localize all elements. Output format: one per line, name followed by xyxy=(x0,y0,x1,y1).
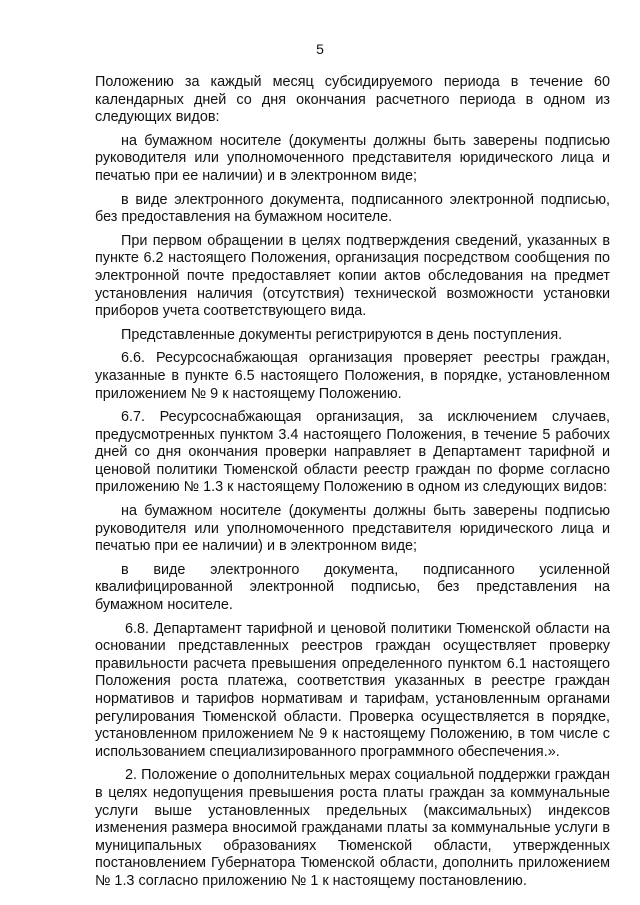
document-body xyxy=(95,74,610,897)
paragraph-paper-form: на бумажном носителе (документы должны быть заверены подписью руководителя или уполномоченного представителя юридического лица и печатью при ее наличии) и в электронном виде; xyxy=(95,132,610,184)
paragraph-paper-form-2: на бумажном носителе (документы должны быть заверены подписью руководителя или уполномоченного представителя юридического лица и печатью при ее наличии) и в электронном виде; xyxy=(95,503,610,555)
paragraph-first-request: При первом обращении в целях подтверждения сведений, указанных в пункте 6.2 настоящего Положения, организация посредством сообщения по электронной почте предоставляет копии актов обследования на предмет установления наличия (отсутствия) технической возможности установки приборов учета соответствующего вида. xyxy=(95,232,610,320)
paragraph-6-7: 6.7. Ресурсоснабжающая организация, за исключением случаев, предусмотренных пунктом 3.4 настоящего Положения, в течение 5 рабочих дней со дня окончания проверки направляет в Департамент тарифной и ценовой политики Тюменской области реестр граждан по форме согласно приложению № 1.3 к настоящему Положению в одном из следующих видов: xyxy=(95,409,610,496)
paragraph-registration: Представленные документы регистрируются в день поступления. xyxy=(121,326,563,343)
paragraph-continuation: Положению за каждый месяц субсидируемого периода в течение 60 календарных дней со дня окончания расчетного периода в одном из следующих видов: xyxy=(95,74,610,126)
paragraph-6-8: 6.8. Департамент тарифной и ценовой политики Тюменской области на основании представленных реестров граждан осуществляет проверку правильности расчета превышения определенного пунктом 6.1 настоящего Положения роста платежа, соответствия указанных в реестре граждан нормативов и тарифов нормативам и тарифам, установленным органами регулирования Тюменской области. Проверка осуществляется в порядке, установленном приложением № 9 к настоящему Положению, в том числе с использованием специализированного программного обеспечения.». xyxy=(95,620,610,760)
paragraph-item-2: 2. Положение о дополнительных мерах социальной поддержки граждан в целях недопущения превышения роста платы граждан за коммунальные услуги выше установленных предельных (максимальных) индексов изменения размера вносимой гражданами платы за коммунальные услуги в муниципальных образованиях Тюменской области, утвержденных постановлением Губернатора Тюменской области, дополнить приложением № 1.3 согласно приложению № 1 к настоящему постановлению. xyxy=(95,767,610,889)
page-number: 5 xyxy=(316,41,324,57)
paragraph-6-6: 6.6. Ресурсоснабжающая организация проверяет реестры граждан, указанные в пункте 6.5 настоящего Положения, в порядке, установленном приложением № 9 к настоящему Положению. xyxy=(95,350,610,402)
paragraph-electronic-form: в виде электронного документа, подписанного электронной подписью, без предоставления на бумажном носителе. xyxy=(95,191,610,226)
paragraph-electronic-form-2: в виде электронного документа, подписанного усиленной квалифицированной электронной подписью, без представления на бумажном носителе. xyxy=(95,561,610,614)
